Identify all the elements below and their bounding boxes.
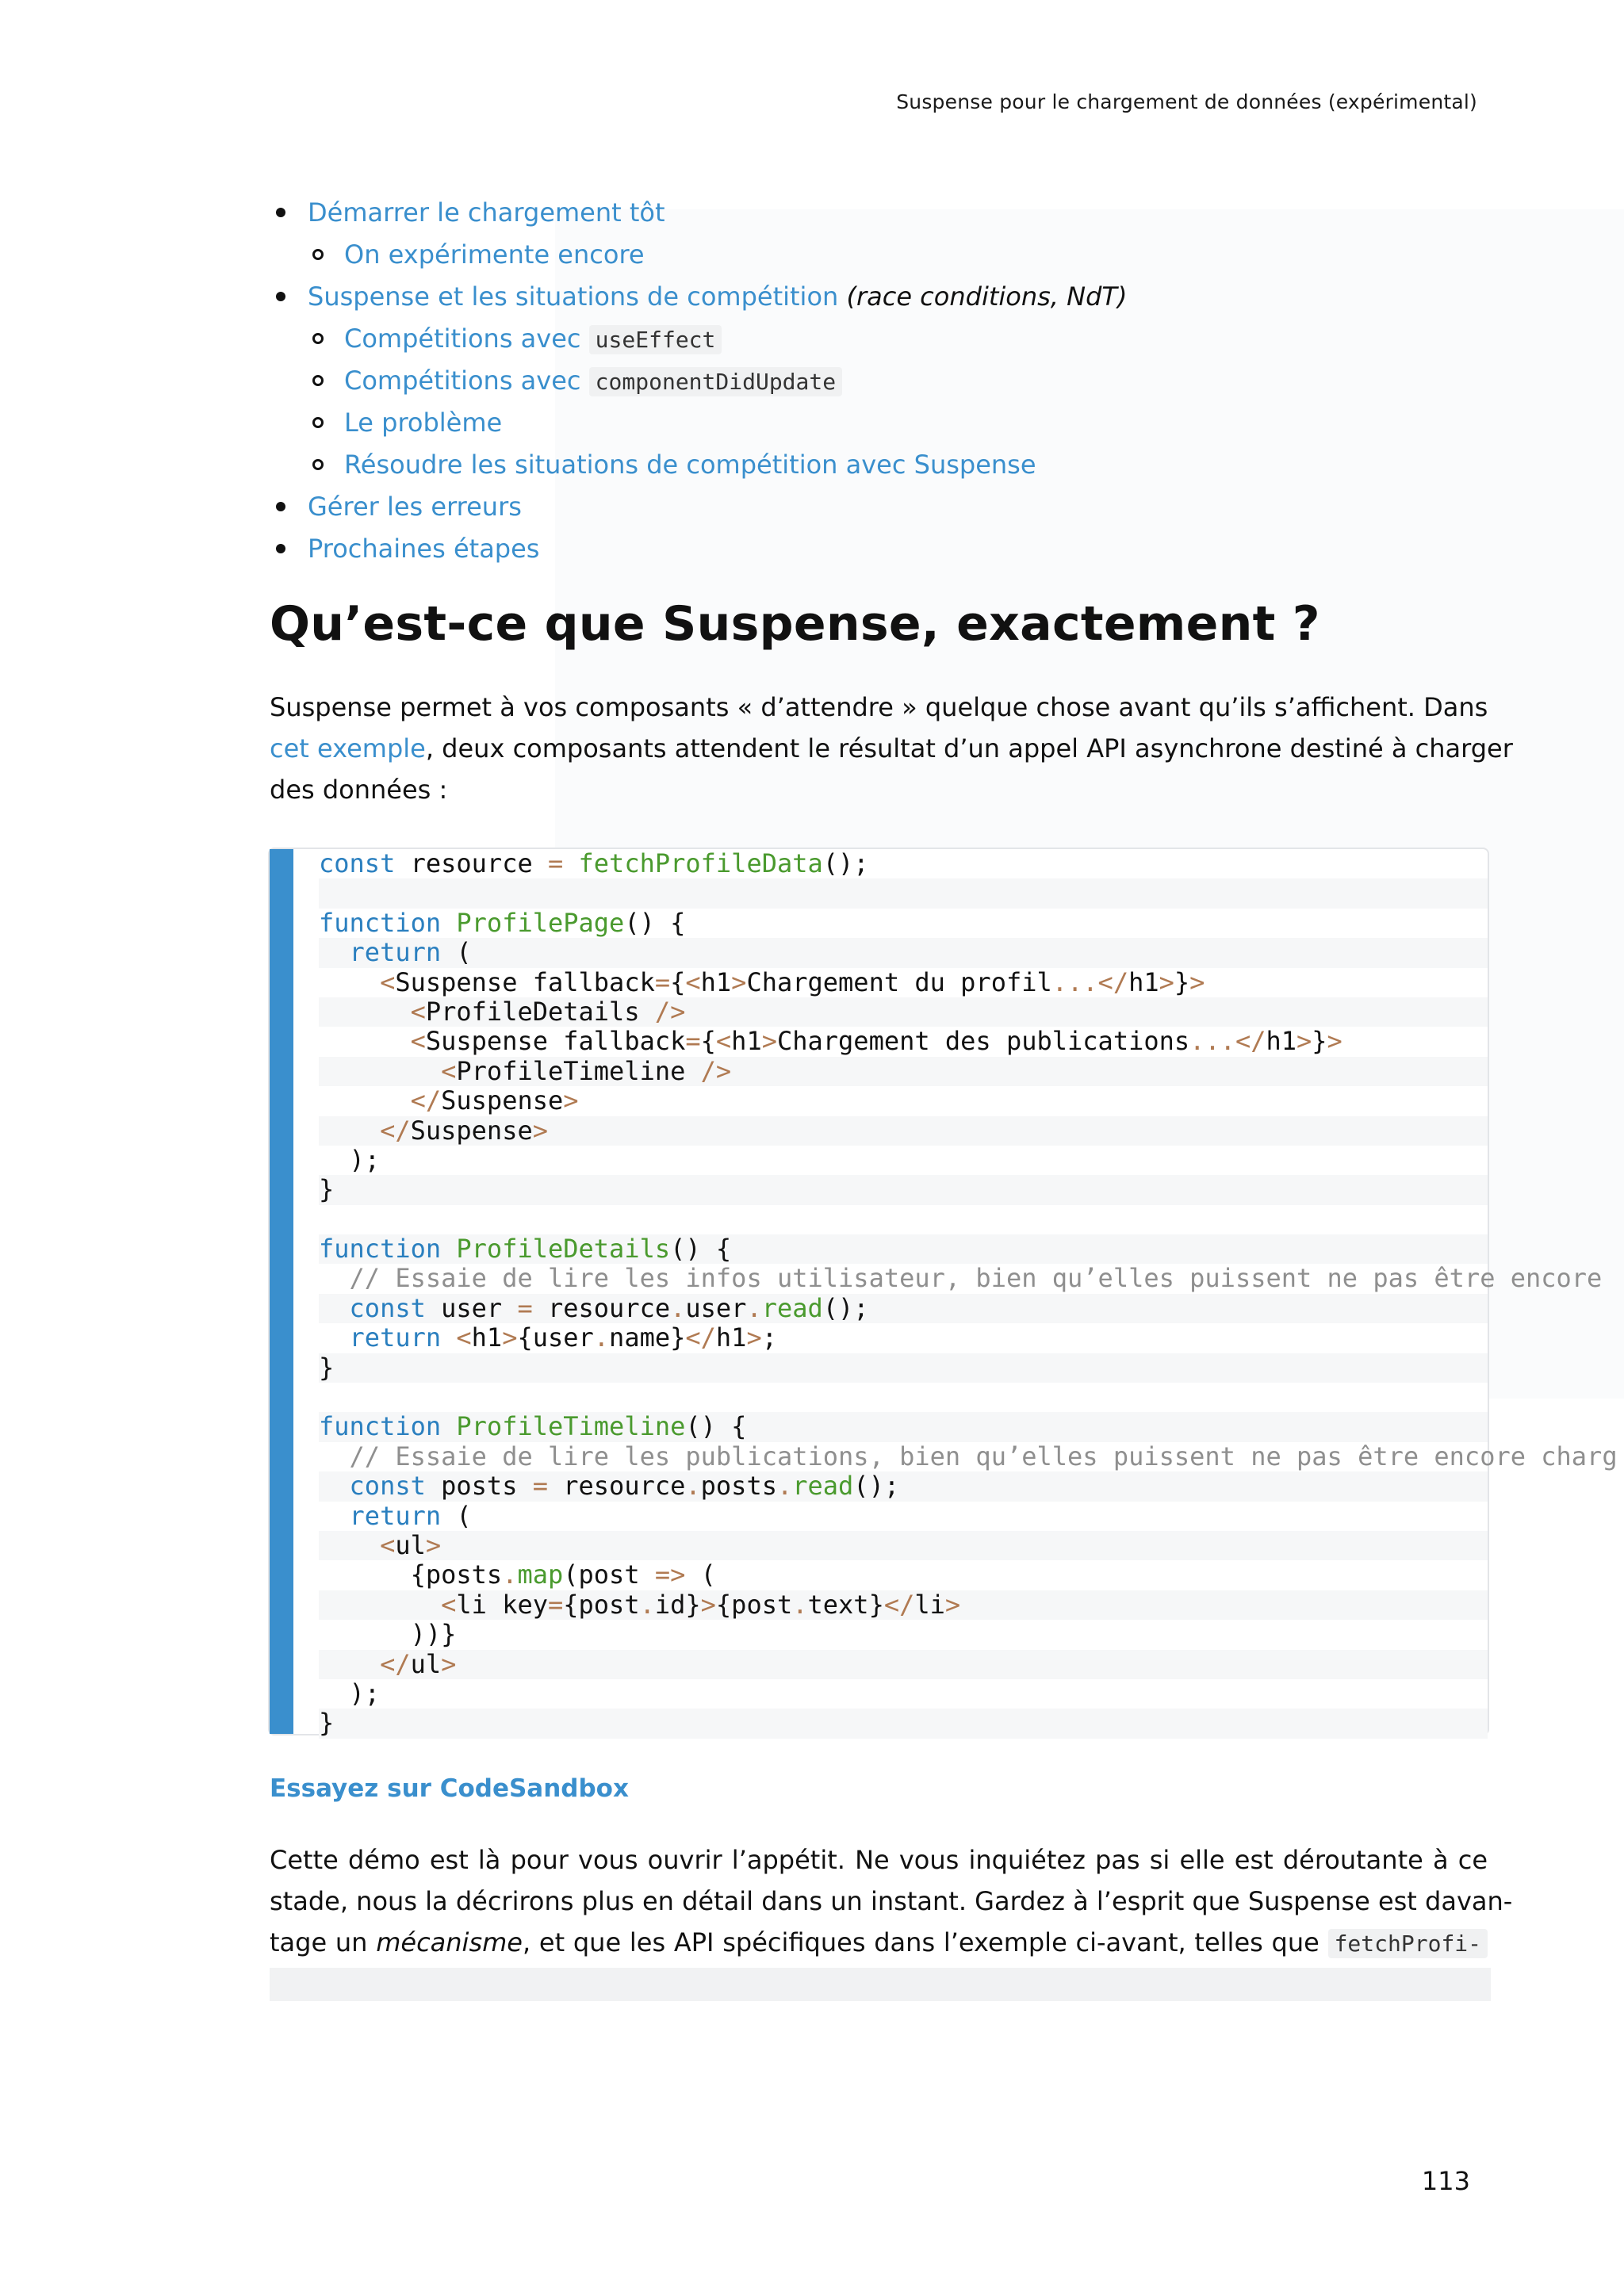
code-token: // Essaie de lire les infos utilisateur, bien qu’elles puissent ne pas être encore [349, 1263, 1603, 1294]
code-token: {user [517, 1322, 594, 1353]
code-token: li [914, 1589, 945, 1620]
toc-item[interactable] [270, 276, 1538, 318]
toc-item[interactable] [270, 528, 1538, 570]
code-line [319, 1620, 1488, 1649]
code-token [319, 1530, 380, 1560]
code-line [319, 1471, 1488, 1501]
code-token: { [670, 966, 686, 997]
toc-item[interactable] [270, 360, 1538, 402]
code-token: < [715, 1026, 732, 1057]
code-token: function [319, 1234, 442, 1265]
code-token: > [700, 1589, 716, 1620]
code-token: = [685, 1026, 701, 1057]
code-token: . [776, 1471, 793, 1502]
code-token: > [761, 1026, 777, 1057]
code-token: ); [319, 1678, 381, 1709]
code-token: Suspense [410, 1115, 533, 1146]
toc-link[interactable]: Le problème [344, 408, 503, 438]
code-token [319, 1471, 350, 1501]
code-token: > [1189, 966, 1205, 997]
code-token: ); [319, 1144, 381, 1175]
toc-note: (race conditions, NdT) [846, 281, 1128, 312]
code-token: ProfileTimeline [456, 1055, 701, 1086]
code-token: map [517, 1559, 564, 1590]
codesandbox-link[interactable]: Essayez sur CodeSandbox [270, 1774, 629, 1803]
toc-link[interactable]: Prochaines étapes [308, 534, 540, 564]
code-token: ... [1051, 966, 1098, 997]
code-line [319, 849, 1488, 878]
circle-bullet-icon [312, 249, 324, 260]
code-token: } [319, 1708, 335, 1739]
code-token: (); [853, 1471, 900, 1502]
bullet-icon [276, 544, 285, 553]
code-line [319, 1175, 1488, 1204]
code-token: ul [395, 1529, 426, 1560]
code-line [319, 878, 1488, 908]
code-token: . [502, 1559, 518, 1590]
code-token [319, 1263, 350, 1293]
code-token: () { [624, 907, 686, 938]
code-line [319, 1057, 1488, 1086]
code-token: () { [670, 1234, 732, 1265]
code-token: li key [456, 1589, 548, 1620]
code-token: text} [807, 1589, 884, 1620]
toc-item[interactable] [270, 486, 1538, 528]
code-line [319, 1679, 1488, 1709]
toc-code: useEffect [589, 325, 722, 354]
code-token [319, 1293, 350, 1323]
code-token: </ [410, 1085, 442, 1116]
code-token: ( [441, 1500, 472, 1531]
code-line [319, 1027, 1488, 1056]
circle-bullet-icon [312, 333, 324, 344]
code-token: posts [700, 1471, 777, 1502]
code-line [319, 1205, 1488, 1234]
code-accent-bar [270, 849, 293, 1734]
code-block[interactable] [268, 848, 1618, 1739]
code-token: h1 [700, 966, 732, 997]
code-token: . [792, 1589, 808, 1620]
circle-bullet-icon [312, 375, 324, 386]
code-token [319, 1056, 441, 1086]
body-text: , et que les API spécifiques dans l’exemple ci-avant, telles que [522, 1927, 1320, 1957]
inline-code: fetchProfi- [1328, 1929, 1488, 1958]
code-token: } [1174, 966, 1190, 997]
toc-link[interactable]: On expérimente encore [344, 239, 645, 270]
toc-code: componentDidUpdate [589, 367, 842, 396]
toc-link[interactable]: Résoudre les situations de compétition avec Suspense [344, 450, 1036, 480]
code-token [319, 937, 350, 967]
code-token: id} [654, 1589, 701, 1620]
code-token: // Essaie de lire les publications, bien qu’elles puissent ne pas être encore charg [349, 1441, 1618, 1471]
toc-item[interactable] [270, 402, 1538, 444]
intro-text: , deux composants attendent le résultat d’un appel API asynchrone destiné à charger [425, 733, 1513, 763]
intro-line: des données : [270, 775, 448, 805]
code-lines [319, 848, 1618, 1739]
code-token: {post [563, 1589, 640, 1620]
code-line [319, 938, 1488, 967]
code-token: < [441, 1055, 457, 1086]
code-token: } [1312, 1026, 1327, 1057]
code-token: < [410, 1026, 426, 1057]
bullet-icon [276, 502, 285, 511]
body-line: stade, nous la décrirons plus en détail dans un instant. Gardez à l’esprit que Suspense est davan- [270, 1886, 1513, 1916]
code-token [441, 908, 456, 938]
code-token [319, 1085, 411, 1115]
code-token [563, 848, 578, 878]
code-token: < [441, 1589, 457, 1620]
emphasis: mécanisme [376, 1927, 523, 1957]
code-token: ProfilePage [456, 907, 625, 938]
code-token [441, 1322, 456, 1353]
code-token: . [593, 1322, 610, 1353]
code-token: </ [1235, 1026, 1266, 1057]
code-token: Chargement des publications [776, 1026, 1190, 1057]
code-token: const [319, 848, 396, 878]
code-token: . [685, 1471, 701, 1502]
code-token: (); [822, 848, 869, 878]
code-token: ))} [319, 1619, 457, 1650]
code-token: Suspense fallback [425, 1026, 686, 1057]
code-token: > [532, 1115, 548, 1146]
code-token: </ [380, 1115, 411, 1146]
code-token: > [746, 1322, 762, 1353]
code-token: ProfileDetails [425, 996, 655, 1027]
code-token: } [319, 1352, 335, 1383]
code-token: = [517, 1292, 533, 1323]
code-token: /> [654, 996, 686, 1027]
code-token: > [502, 1322, 518, 1353]
code-token: > [944, 1589, 961, 1620]
code-token: h1 [1128, 966, 1159, 997]
bullet-icon [276, 208, 285, 217]
code-token: Suspense fallback [395, 966, 655, 997]
code-line [319, 1650, 1488, 1679]
body-text: tage un [270, 1927, 377, 1957]
code-token: > [1159, 966, 1174, 997]
code-line [319, 1146, 1488, 1175]
code-token: ( [685, 1559, 716, 1590]
code-token [319, 1501, 350, 1531]
code-token: </ [883, 1589, 915, 1620]
code-line [319, 1412, 1488, 1441]
code-token: < [380, 966, 396, 997]
code-token [319, 1649, 380, 1679]
code-token: Suspense [441, 1085, 564, 1116]
toc-link[interactable]: Gérer les erreurs [308, 492, 522, 522]
code-line [319, 1560, 1488, 1590]
code-token: > [1297, 1026, 1312, 1057]
code-token [319, 1026, 411, 1056]
code-token: h1 [731, 1026, 762, 1057]
toc-item[interactable] [270, 234, 1538, 276]
code-token: () { [685, 1411, 747, 1442]
code-token: return [349, 937, 442, 968]
code-token: {posts [319, 1559, 503, 1590]
code-token: = [547, 1589, 564, 1620]
code-token: (); [822, 1292, 869, 1323]
code-line [319, 968, 1488, 997]
code-line [319, 1234, 1488, 1264]
code-token: > [563, 1085, 579, 1116]
code-token [319, 1322, 350, 1353]
code-line [319, 1709, 1488, 1738]
code-token: read [761, 1292, 823, 1323]
code-token: ( [441, 937, 472, 968]
toc-link[interactable]: Compétitions avec [344, 323, 581, 354]
code-token: > [441, 1648, 457, 1679]
code-token: < [380, 1529, 396, 1560]
code-token [319, 967, 380, 997]
code-line [319, 1590, 1488, 1620]
code-line [319, 1294, 1488, 1323]
code-token: ProfileDetails [456, 1234, 671, 1265]
toc-link[interactable]: Compétitions avec [344, 365, 581, 396]
code-token: = [654, 966, 671, 997]
code-token: > [425, 1529, 442, 1560]
background-panel-bottom [270, 1968, 1491, 2001]
bullet-icon [276, 292, 285, 301]
code-token: {post [715, 1589, 793, 1620]
code-token: const [349, 1471, 426, 1502]
code-token: { [700, 1026, 716, 1057]
code-token: h1 [471, 1322, 503, 1353]
code-token: return [349, 1500, 442, 1531]
code-token: ... [1189, 1026, 1235, 1057]
code-token: return [349, 1322, 442, 1353]
running-header: Suspense pour le chargement de données (expérimental) [896, 90, 1477, 113]
code-token: const [349, 1292, 426, 1323]
code-token: < [410, 996, 426, 1027]
code-token: resource [532, 1292, 671, 1323]
code-token: h1 [1266, 1026, 1297, 1057]
toc-item[interactable] [270, 192, 1538, 234]
code-token: user [425, 1292, 518, 1323]
code-line [319, 1383, 1488, 1412]
code-token: </ [685, 1322, 716, 1353]
table-of-contents [270, 192, 1538, 570]
code-token: ul [410, 1648, 442, 1679]
code-token: user [685, 1292, 747, 1323]
code-token: posts [425, 1471, 533, 1502]
code-token: </ [1097, 966, 1129, 997]
code-line [319, 1441, 1618, 1471]
code-token: h1 [715, 1322, 747, 1353]
code-token: . [746, 1292, 762, 1323]
code-token: resource [395, 848, 548, 878]
code-token: name} [609, 1322, 686, 1353]
code-token [319, 1115, 380, 1146]
intro-paragraph [270, 687, 1513, 810]
code-token [441, 1411, 456, 1441]
code-token: </ [380, 1648, 411, 1679]
section-title: Qu’est-ce que Suspense, exactement ? [270, 596, 1320, 652]
code-line [319, 1263, 1603, 1294]
example-link[interactable]: cet exemple [270, 733, 426, 763]
intro-line: Suspense permet à vos composants « d’attendre » quelque chose avant qu’ils s’affichent. Dans [270, 692, 1488, 722]
code-line [319, 1502, 1488, 1531]
toc-item[interactable] [270, 444, 1538, 486]
toc-item[interactable] [270, 318, 1538, 360]
code-line [319, 1353, 1488, 1383]
code-line [319, 1116, 1488, 1146]
body-paragraph [270, 1839, 1513, 1965]
code-token: ; [761, 1322, 777, 1353]
code-line [319, 909, 1488, 938]
intro-line [270, 728, 1513, 769]
code-token [441, 1234, 456, 1264]
toc-link[interactable]: Suspense et les situations de compétition [308, 281, 839, 312]
code-token: fetchProfileData [578, 848, 823, 878]
code-line [319, 1086, 1488, 1115]
code-token: } [319, 1174, 335, 1205]
code-line [319, 997, 1488, 1027]
code-token: (post [563, 1559, 655, 1590]
code-token: = [547, 848, 564, 878]
code-token [319, 1590, 441, 1620]
code-token: < [456, 1322, 472, 1353]
code-token: . [670, 1292, 686, 1323]
code-token: = [532, 1471, 548, 1502]
code-token: function [319, 907, 442, 938]
code-token [319, 997, 411, 1027]
body-line: Cette démo est là pour vous ouvrir l’appétit. Ne vous inquiétez pas si elle est déroutante à ce [270, 1845, 1488, 1875]
code-token: function [319, 1411, 442, 1442]
code-token: > [1327, 1026, 1342, 1057]
code-token: => [654, 1559, 686, 1590]
code-token: /> [700, 1055, 732, 1086]
code-token: < [685, 966, 701, 997]
code-token: Chargement du profil [746, 966, 1052, 997]
code-token: > [731, 966, 747, 997]
page-number: 113 [1421, 2166, 1470, 2196]
body-line [270, 1922, 1488, 1965]
code-line [319, 1323, 1488, 1353]
code-token: ProfileTimeline [456, 1411, 686, 1442]
code-token: resource [547, 1471, 686, 1502]
circle-bullet-icon [312, 459, 324, 470]
code-token [319, 1441, 350, 1471]
circle-bullet-icon [312, 417, 324, 428]
code-token: . [639, 1589, 655, 1620]
toc-link[interactable]: Démarrer le chargement tôt [308, 197, 665, 228]
code-line [319, 1531, 1488, 1560]
code-token: read [792, 1471, 854, 1502]
